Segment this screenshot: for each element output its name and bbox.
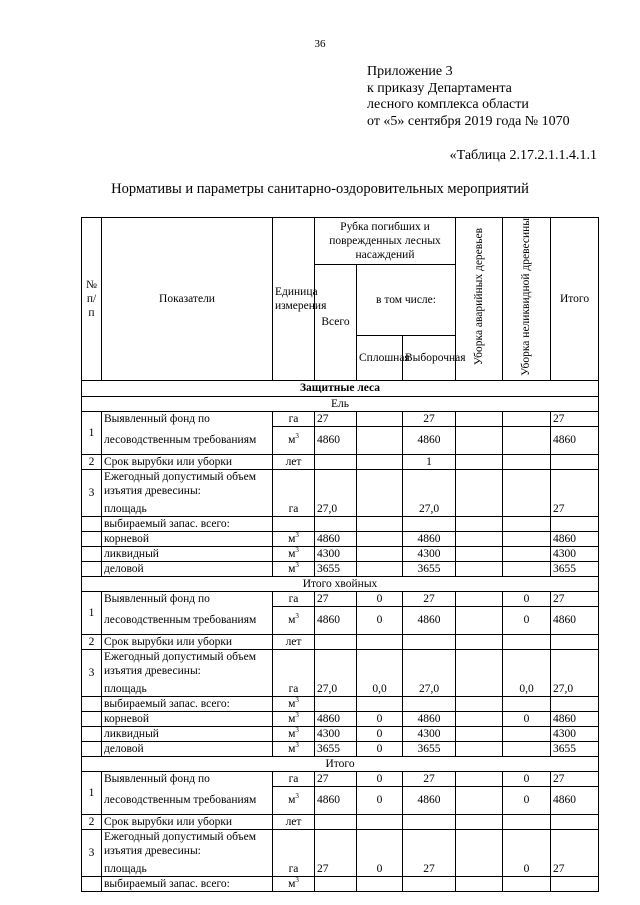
row-label: Выявленный фонд по (102, 411, 273, 426)
header-including: в том числе: (357, 265, 456, 336)
row-number-empty (82, 531, 102, 546)
value-total-felling (315, 634, 357, 649)
value-total-felling: 27,0 (315, 501, 357, 516)
value-total: 4860 (551, 531, 599, 546)
row-label: корневой (102, 711, 273, 726)
unit-cell (273, 829, 315, 861)
value-total (551, 814, 599, 829)
value-total-felling (315, 649, 357, 681)
value-emergency (456, 634, 503, 649)
value-selective: 27 (403, 771, 456, 786)
value-illiquid (503, 469, 551, 501)
value-total (551, 876, 599, 891)
table-row (82, 411, 599, 426)
value-total: 4860 (551, 606, 599, 634)
unit-cell: лет (273, 634, 315, 649)
value-emergency (456, 426, 503, 454)
unit-cell: $м^3$ (273, 696, 315, 711)
value-total: 27 (551, 411, 599, 426)
value-selective (403, 516, 456, 531)
value-clear (357, 649, 403, 681)
value-illiquid (503, 501, 551, 516)
value-clear (357, 531, 403, 546)
value-total-felling (315, 516, 357, 531)
unit-cell: $м^3$ (273, 786, 315, 814)
value-total (551, 454, 599, 469)
value-total: 4860 (551, 711, 599, 726)
row-label: Ежегодный допустимый объем изъятия древесины: (102, 829, 273, 861)
value-selective (403, 829, 456, 861)
value-clear (357, 501, 403, 516)
value-emergency (456, 531, 503, 546)
table-row (82, 771, 599, 786)
value-emergency (456, 786, 503, 814)
value-clear (357, 516, 403, 531)
value-total-felling: 27 (315, 771, 357, 786)
row-label: Ежегодный допустимый объем изъятия древесины: (102, 469, 273, 501)
value-illiquid (503, 876, 551, 891)
unit-cell: га (273, 501, 315, 516)
appendix-line-1: Приложение 3 (367, 64, 453, 79)
section-protective: Защитные леса (82, 380, 599, 396)
row-label: выбираемый запас. всего: (102, 876, 273, 891)
value-selective: 27 (403, 861, 456, 876)
table-row (82, 786, 599, 814)
table-row (82, 876, 599, 891)
unit-cell (273, 469, 315, 501)
value-total-felling: 27 (315, 411, 357, 426)
value-selective: 1 (403, 454, 456, 469)
value-illiquid (503, 531, 551, 546)
value-total-felling: 4860 (315, 426, 357, 454)
table-row (82, 561, 599, 576)
header-emergency: Уборка аварийных деревьев (456, 218, 503, 381)
header-felling: Рубка погибших и поврежденных лесных насаждений (315, 218, 456, 265)
table-row (82, 829, 599, 861)
unit-cell: га (273, 411, 315, 426)
header-indicator: Показатели (102, 218, 273, 381)
value-total: 4860 (551, 786, 599, 814)
value-illiquid: 0 (503, 861, 551, 876)
unit-cell: га (273, 681, 315, 696)
group-header-row (82, 756, 599, 771)
value-emergency (456, 606, 503, 634)
value-total: 27,0 (551, 681, 599, 696)
value-selective: 4300 (403, 726, 456, 741)
value-total-felling: 4300 (315, 546, 357, 561)
value-illiquid (503, 454, 551, 469)
table-row (82, 454, 599, 469)
value-emergency (456, 454, 503, 469)
value-total: 4300 (551, 546, 599, 561)
row-number-empty (82, 741, 102, 756)
value-illiquid (503, 741, 551, 756)
value-illiquid (503, 546, 551, 561)
value-clear (357, 876, 403, 891)
value-clear: 0,0 (357, 681, 403, 696)
value-emergency (456, 814, 503, 829)
group-header-row (82, 396, 599, 411)
table-row (82, 546, 599, 561)
value-emergency (456, 411, 503, 426)
value-total: 27 (551, 501, 599, 516)
row-label: Срок вырубки или уборки (102, 814, 273, 829)
value-total-felling: 3655 (315, 561, 357, 576)
value-total (551, 469, 599, 501)
row-label: выбираемый запас. всего: (102, 516, 273, 531)
norms-table (81, 217, 599, 892)
row-number: 1 (82, 771, 102, 814)
row-label: лесоводственным требованиям (102, 426, 273, 454)
value-clear: 0 (357, 771, 403, 786)
value-clear (357, 454, 403, 469)
table-number: «Таблица 2.17.2.1.1.4.1.1 (449, 148, 597, 163)
value-total: 27 (551, 771, 599, 786)
value-selective (403, 649, 456, 681)
value-total-felling: 27 (315, 861, 357, 876)
unit-cell: лет (273, 454, 315, 469)
value-emergency (456, 741, 503, 756)
row-label: Выявленный фонд по (102, 771, 273, 786)
row-number: 2 (82, 454, 102, 469)
header-total: Итого (551, 218, 599, 381)
value-total (551, 516, 599, 531)
value-illiquid: 0 (503, 786, 551, 814)
value-illiquid (503, 696, 551, 711)
group-header-row (82, 576, 599, 591)
value-clear (357, 634, 403, 649)
value-total-felling: 4860 (315, 786, 357, 814)
value-total-felling (315, 469, 357, 501)
value-illiquid (503, 561, 551, 576)
table-row (82, 469, 599, 501)
row-number-empty (82, 546, 102, 561)
row-label: деловой (102, 561, 273, 576)
value-total: 3655 (551, 741, 599, 756)
value-selective: 4860 (403, 531, 456, 546)
table-row (82, 696, 599, 711)
row-label: деловой (102, 741, 273, 756)
table-row (82, 726, 599, 741)
appendix-block (367, 64, 570, 130)
value-clear (357, 814, 403, 829)
document-title: Нормативы и параметры санитарно-оздоровительных мероприятий (111, 181, 529, 197)
table-row (82, 741, 599, 756)
value-clear (357, 469, 403, 501)
value-illiquid (503, 829, 551, 861)
value-clear (357, 829, 403, 861)
value-clear (357, 411, 403, 426)
value-illiquid (503, 516, 551, 531)
unit-cell: $м^3$ (273, 546, 315, 561)
value-illiquid (503, 649, 551, 681)
value-selective: 4860 (403, 711, 456, 726)
unit-cell: $м^3$ (273, 876, 315, 891)
value-selective: 4860 (403, 786, 456, 814)
table-row (82, 516, 599, 531)
value-clear: 0 (357, 861, 403, 876)
value-illiquid (503, 726, 551, 741)
value-emergency (456, 711, 503, 726)
unit-cell: га (273, 771, 315, 786)
header-illiquid: Уборка неликвидной древесины (503, 218, 551, 381)
table-row (82, 634, 599, 649)
value-emergency (456, 516, 503, 531)
row-label: ликвидный (102, 726, 273, 741)
group-name: Ель (82, 396, 599, 411)
row-label: Срок вырубки или уборки (102, 634, 273, 649)
value-selective: 27,0 (403, 681, 456, 696)
header-clear: Сплошная (357, 335, 403, 380)
row-number: 2 (82, 814, 102, 829)
group-name: Итого (82, 756, 599, 771)
value-emergency (456, 561, 503, 576)
value-total-felling (315, 696, 357, 711)
row-label: лесоводственным требованиям (102, 786, 273, 814)
row-number: 1 (82, 591, 102, 634)
value-clear (357, 426, 403, 454)
value-total-felling: 4860 (315, 606, 357, 634)
value-clear: 0 (357, 786, 403, 814)
row-number: 2 (82, 634, 102, 649)
row-number-empty (82, 726, 102, 741)
table-row (82, 426, 599, 454)
table-row (82, 591, 599, 606)
value-emergency (456, 649, 503, 681)
value-selective: 4300 (403, 546, 456, 561)
table-row (82, 649, 599, 681)
row-label: корневой (102, 531, 273, 546)
unit-cell: лет (273, 814, 315, 829)
value-illiquid: 0,0 (503, 681, 551, 696)
value-selective: 3655 (403, 741, 456, 756)
row-number-empty (82, 516, 102, 531)
row-label: площадь (102, 681, 273, 696)
value-selective: 3655 (403, 561, 456, 576)
value-total-felling: 4860 (315, 711, 357, 726)
row-label: площадь (102, 501, 273, 516)
unit-cell: $м^3$ (273, 711, 315, 726)
value-selective: 27 (403, 411, 456, 426)
page-number: 36 (314, 38, 326, 50)
row-label: выбираемый запас. всего: (102, 696, 273, 711)
value-total-felling: 27,0 (315, 681, 357, 696)
unit-cell: $м^3$ (273, 741, 315, 756)
row-label: ликвидный (102, 546, 273, 561)
value-clear: 0 (357, 711, 403, 726)
value-illiquid (503, 814, 551, 829)
table-row (82, 501, 599, 516)
value-illiquid: 0 (503, 711, 551, 726)
unit-cell: га (273, 861, 315, 876)
row-label: площадь (102, 861, 273, 876)
row-label: Срок вырубки или уборки (102, 454, 273, 469)
value-total-felling: 27 (315, 591, 357, 606)
row-number-empty (82, 561, 102, 576)
header-num: № п/п (82, 218, 102, 381)
value-clear: 0 (357, 741, 403, 756)
value-total-felling: 4300 (315, 726, 357, 741)
appendix-line-2: к приказу Департамента (367, 80, 512, 96)
value-illiquid: 0 (503, 771, 551, 786)
value-emergency (456, 861, 503, 876)
row-number-empty (82, 876, 102, 891)
table-body (82, 380, 599, 891)
value-selective: 4860 (403, 606, 456, 634)
value-emergency (456, 876, 503, 891)
header-total-felling: Всего (315, 265, 357, 381)
unit-cell (273, 649, 315, 681)
value-total (551, 696, 599, 711)
value-total: 27 (551, 861, 599, 876)
value-total (551, 829, 599, 861)
table-row (82, 681, 599, 696)
value-emergency (456, 726, 503, 741)
value-emergency (456, 591, 503, 606)
value-selective (403, 696, 456, 711)
appendix-line-4: от «5» сентября 2019 года № 1070 (367, 113, 570, 129)
unit-cell: $м^3$ (273, 726, 315, 741)
value-clear: 0 (357, 606, 403, 634)
value-illiquid (503, 411, 551, 426)
value-selective (403, 814, 456, 829)
appendix-line-3: лесного комплекса области (367, 97, 529, 112)
value-total: 4300 (551, 726, 599, 741)
table-row (82, 814, 599, 829)
row-number: 1 (82, 411, 102, 454)
value-total-felling: 4860 (315, 531, 357, 546)
value-clear (357, 561, 403, 576)
row-label: Ежегодный допустимый объем изъятия древесины: (102, 649, 273, 681)
value-total (551, 649, 599, 681)
value-selective: 4860 (403, 426, 456, 454)
value-selective (403, 634, 456, 649)
row-number: 3 (82, 649, 102, 696)
table-row (82, 711, 599, 726)
value-total: 27 (551, 591, 599, 606)
unit-cell: $м^3$ (273, 606, 315, 634)
row-label: Выявленный фонд по (102, 591, 273, 606)
header-selective: Выборочная (403, 335, 456, 380)
value-emergency (456, 501, 503, 516)
value-emergency (456, 696, 503, 711)
value-illiquid: 0 (503, 606, 551, 634)
value-illiquid (503, 426, 551, 454)
value-selective (403, 876, 456, 891)
value-total-felling (315, 829, 357, 861)
value-selective: 27,0 (403, 501, 456, 516)
unit-cell: га (273, 591, 315, 606)
value-total (551, 634, 599, 649)
value-clear: 0 (357, 591, 403, 606)
row-number: 3 (82, 469, 102, 516)
value-emergency (456, 771, 503, 786)
row-number: 3 (82, 829, 102, 876)
value-total: 3655 (551, 561, 599, 576)
table-row (82, 531, 599, 546)
value-emergency (456, 681, 503, 696)
group-name: Итого хвойных (82, 576, 599, 591)
value-illiquid: 0 (503, 591, 551, 606)
unit-cell: $м^3$ (273, 426, 315, 454)
header-unit: Единица измерения (273, 218, 315, 381)
value-selective: 27 (403, 591, 456, 606)
value-clear: 0 (357, 726, 403, 741)
value-emergency (456, 829, 503, 861)
row-number-empty (82, 696, 102, 711)
value-total-felling (315, 814, 357, 829)
value-selective (403, 469, 456, 501)
row-number-empty (82, 711, 102, 726)
table-row (82, 606, 599, 634)
value-illiquid (503, 634, 551, 649)
unit-cell: $м^3$ (273, 531, 315, 546)
value-total: 4860 (551, 426, 599, 454)
table-row (82, 861, 599, 876)
value-emergency (456, 546, 503, 561)
unit-cell: $м^3$ (273, 561, 315, 576)
value-emergency (456, 469, 503, 501)
value-clear (357, 696, 403, 711)
value-clear (357, 546, 403, 561)
value-total-felling (315, 454, 357, 469)
row-label: лесоводственным требованиям (102, 606, 273, 634)
value-total-felling (315, 876, 357, 891)
unit-cell (273, 516, 315, 531)
value-total-felling: 3655 (315, 741, 357, 756)
